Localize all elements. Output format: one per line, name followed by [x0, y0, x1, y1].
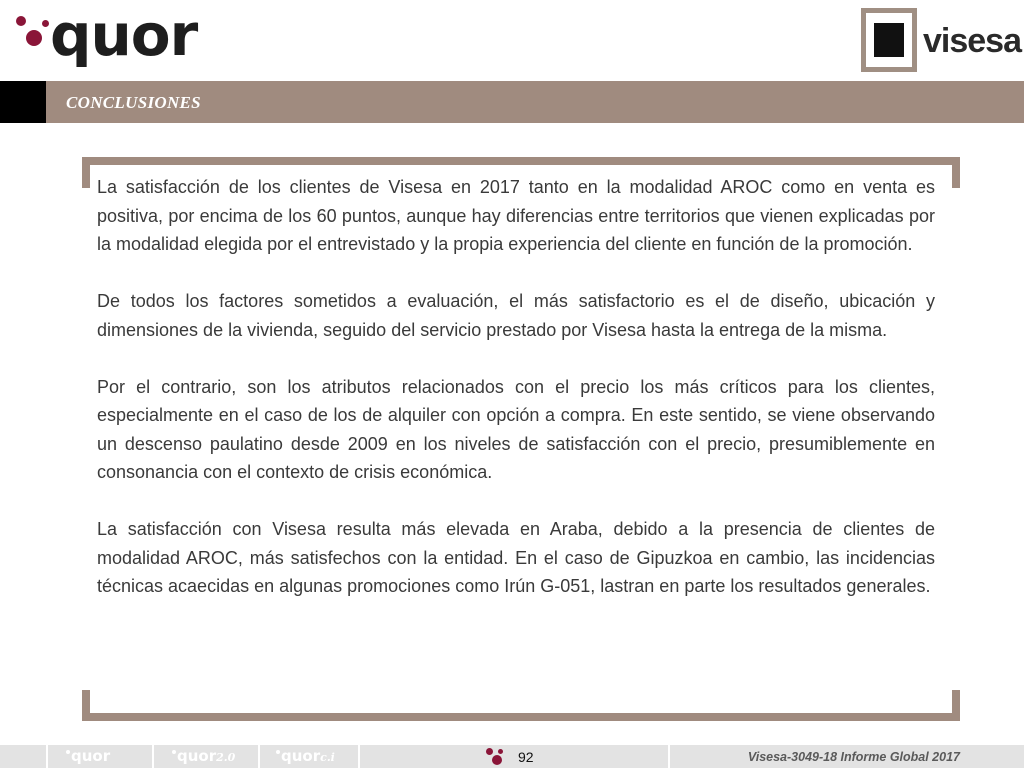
footer-divider [46, 745, 48, 768]
frame-corner [82, 690, 90, 721]
quor-logo [14, 1, 214, 74]
footer-quor2-logo: quor2.0 [172, 747, 235, 766]
page-number: 92 [518, 749, 534, 765]
title-bar-block [0, 81, 46, 123]
logo-dot [16, 16, 26, 26]
logo-dot [42, 20, 49, 27]
quor-logo-text: quor [50, 1, 198, 69]
footer-quor-logo: quor [66, 747, 110, 766]
frame-top-border [82, 157, 960, 165]
logo-dot [26, 30, 42, 46]
visesa-logo-mark [861, 8, 917, 72]
frame-bottom-border [82, 713, 960, 721]
frame-corner [82, 157, 90, 188]
frame-corner [952, 157, 960, 188]
report-reference: Visesa-3049-18 Informe Global 2017 [747, 750, 960, 764]
visesa-logo [861, 8, 1021, 74]
footer-divider [668, 745, 670, 768]
paragraph: La satisfacción de los clientes de Visesa en 2017 tanto en la modalidad AROC como en venta es positiva, por encima de los 60 puntos, aunque hay diferencias entre territorios que vienen explicadas por la modalidad elegida por el entrevistado y la propia experiencia del cliente en función de la promoción. [97, 177, 935, 254]
footer-divider [358, 745, 360, 768]
paragraph: Por el contrario, son los atributos relacionados con el precio los más críticos para los clientes, especialmente en el caso de los de alquiler con opción a compra. En este sentido, se viene observando un descenso paulatino desde 2009 en los niveles de satisfacción con el precio, presumiblemente en consonancia con el contexto de crisis económica. [97, 376, 935, 482]
section-title-bar [0, 81, 1024, 123]
footer-quorci-logo: quorc.i [276, 747, 335, 766]
paragraph: La satisfacción con Visesa resulta más elevada en Araba, debido a la presencia de clientes de modalidad AROC, más satisfechos con la entidad. En el caso de Gipuzkoa en cambio, las incidencias técnicas acaecidas en algunas promociones como Irún G-051, lastran en parte los resultados generales. [97, 519, 935, 596]
footer-divider [258, 745, 260, 768]
section-title: CONCLUSIONES [66, 93, 201, 112]
footer-brand-dots [484, 746, 504, 768]
paragraph: De todos los factores sometidos a evaluación, el más satisfactorio es el de diseño, ubicación y dimensiones de la vivienda, seguido del servicio prestado por Visesa hasta la entrega de la misma. [97, 291, 935, 340]
frame-corner [952, 690, 960, 721]
visesa-logo-text: visesa [923, 22, 1021, 60]
footer-divider [152, 745, 154, 768]
conclusions-text [97, 173, 935, 629]
footer-bar [0, 745, 1024, 768]
